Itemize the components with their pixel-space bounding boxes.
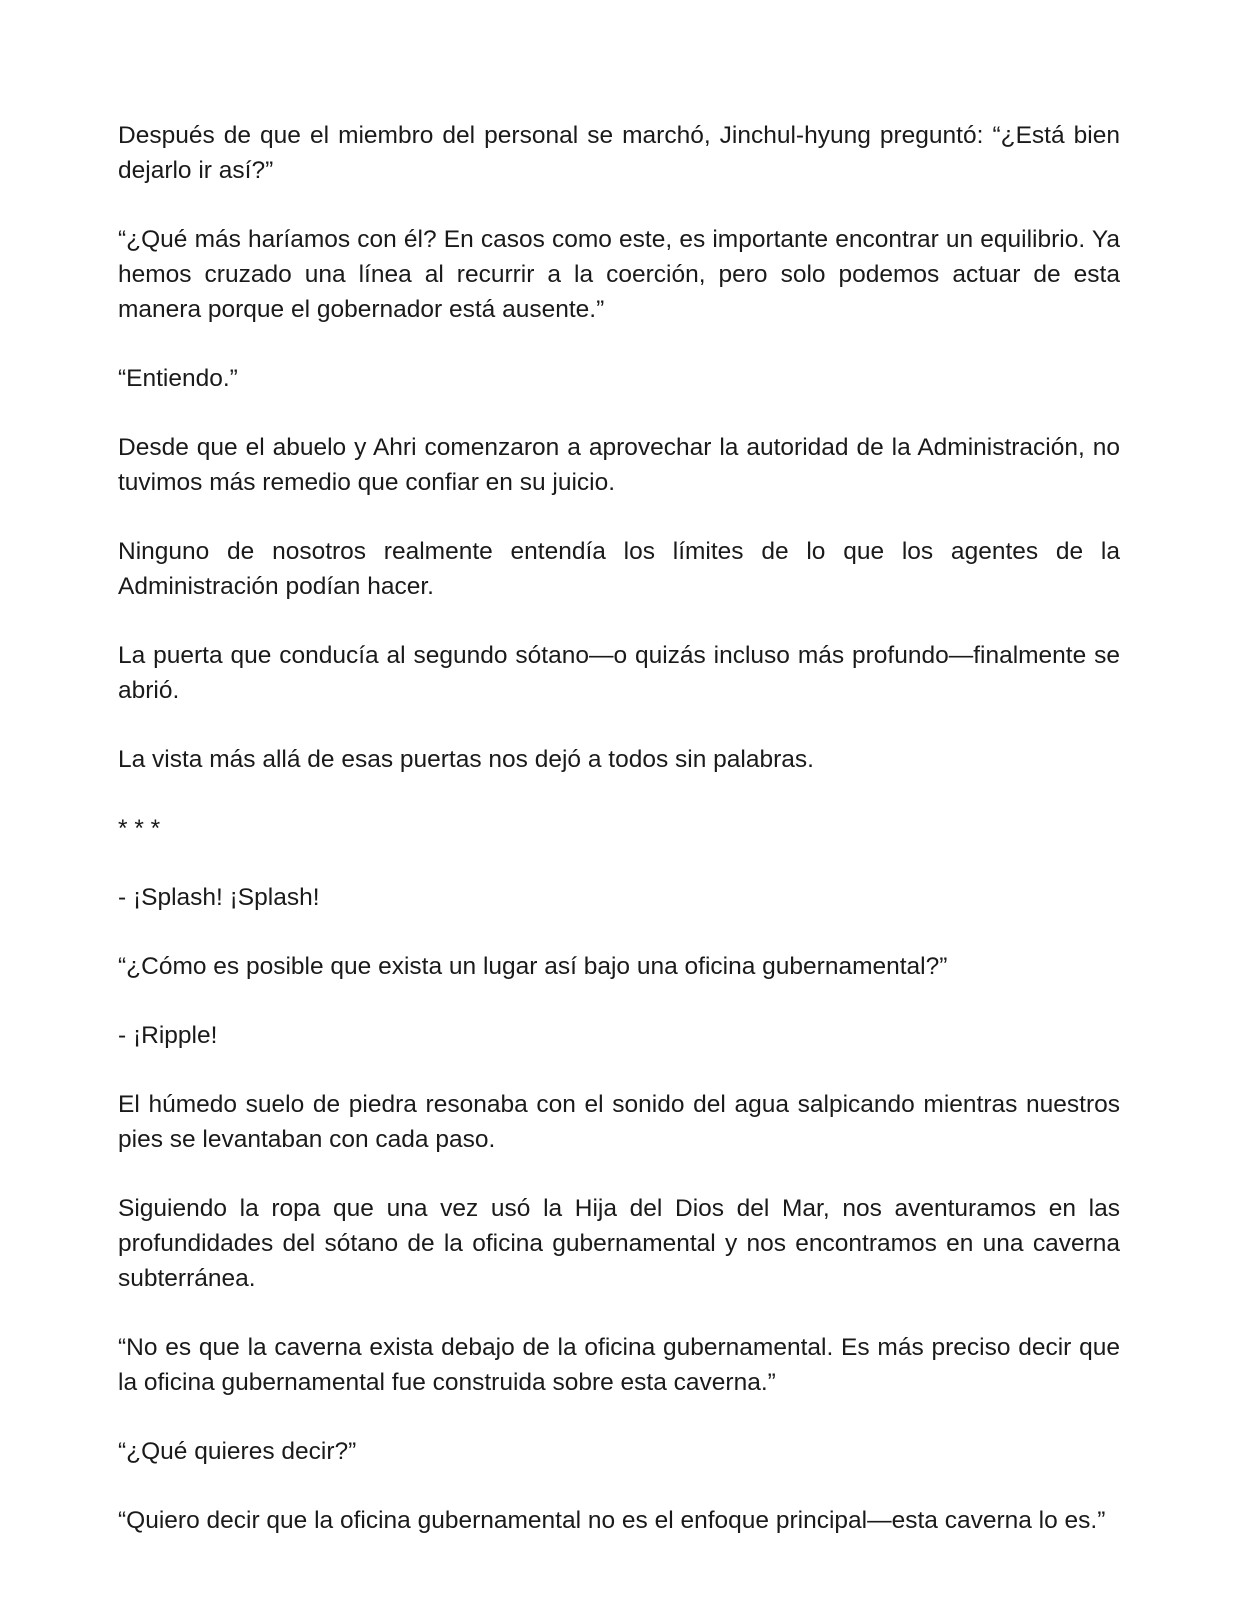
paragraph-6: La puerta que conducía al segundo sótano—o quizás incluso más profundo—finalmente se abrió. — [118, 642, 1120, 704]
paragraph-4: Desde que el abuelo y Ahri comenzaron a aprovechar la autoridad de la Administración, no tuvimos más remedio que confiar en su juicio. — [118, 434, 1120, 496]
paragraph-2: “¿Qué más haríamos con él? En casos como este, es importante encontrar un equilibrio. Ya hemos cruzado una línea al recurrir a la coerción, pero solo podemos actuar de esta manera porque el gobernador está ausente.” — [118, 226, 1120, 323]
document-body — [118, 118, 1120, 1572]
paragraph-13: “No es que la caverna exista debajo de la oficina gubernamental. Es más preciso decir que la oficina gubernamental fue construida sobre esta caverna.” — [118, 1334, 1120, 1396]
scene-break: * * * — [118, 815, 161, 842]
paragraph-10: - ¡Ripple! — [118, 1022, 218, 1049]
paragraph-8: - ¡Splash! ¡Splash! — [118, 884, 320, 911]
paragraph-11: El húmedo suelo de piedra resonaba con el sonido del agua salpicando mientras nuestros pies se levantaban con cada paso. — [118, 1091, 1120, 1153]
paragraph-3: “Entiendo.” — [118, 365, 238, 392]
paragraph-9: “¿Cómo es posible que exista un lugar así bajo una oficina gubernamental?” — [118, 953, 948, 980]
paragraph-14: “¿Qué quieres decir?” — [118, 1438, 357, 1465]
paragraph-7: La vista más allá de esas puertas nos dejó a todos sin palabras. — [118, 746, 814, 773]
paragraph-12: Siguiendo la ropa que una vez usó la Hija del Dios del Mar, nos aventuramos en las profundidades del sótano de la oficina gubernamental y nos encontramos en una caverna subterránea. — [118, 1195, 1120, 1292]
paragraph-15: “Quiero decir que la oficina gubernamental no es el enfoque principal—esta caverna lo es.” — [118, 1507, 1106, 1534]
paragraph-1: Después de que el miembro del personal se marchó, Jinchul-hyung preguntó: “¿Está bien dejarlo ir así?” — [118, 122, 1120, 184]
paragraph-5: Ninguno de nosotros realmente entendía los límites de lo que los agentes de la Administración podían hacer. — [118, 538, 1120, 600]
